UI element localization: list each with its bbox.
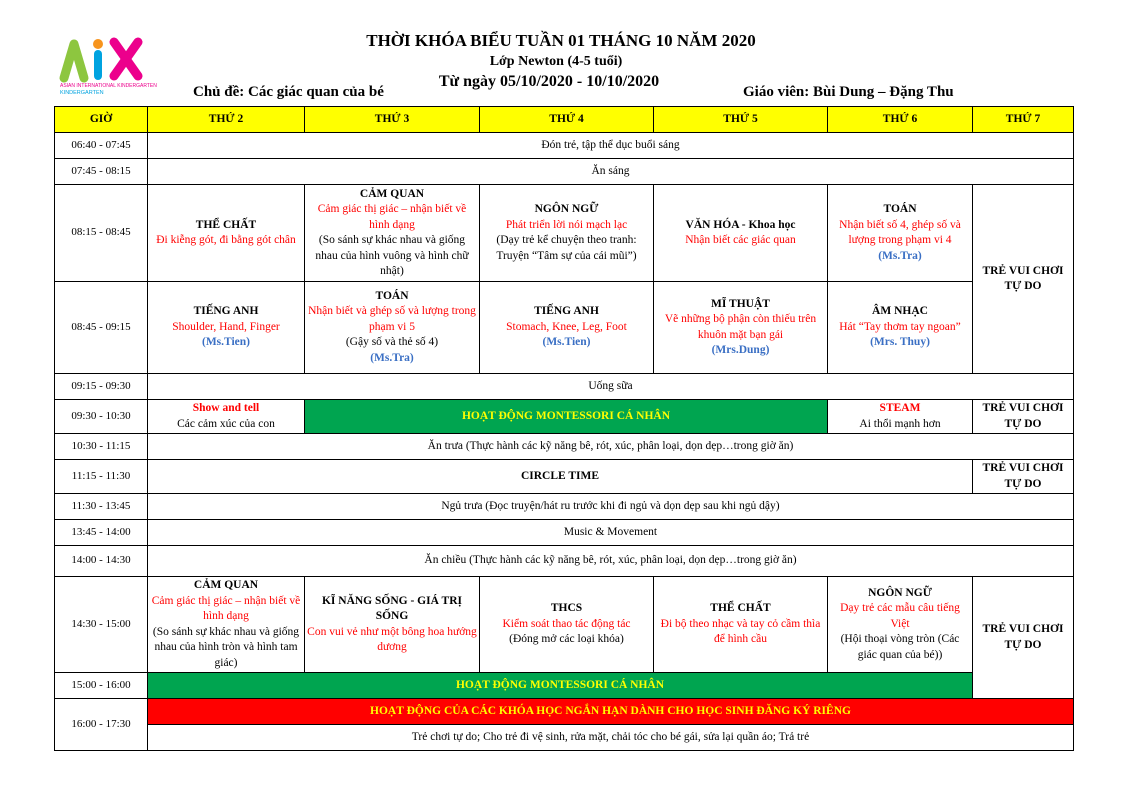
lesson-teacher: (Ms.Tien) xyxy=(542,336,591,349)
time-cell: 11:15 - 11:30 xyxy=(55,460,148,494)
music-cell: Music & Movement xyxy=(148,520,1074,546)
lesson-detail: Dạy trẻ các mẫu câu tiếng Việt xyxy=(840,602,960,630)
time-cell: 14:30 - 15:00 xyxy=(55,577,148,673)
lesson-subject: TIẾNG ANH xyxy=(534,305,599,318)
schedule-table xyxy=(54,106,1074,751)
teacher-label: Giáo viên: Bùi Dung – Đặng Thu xyxy=(743,84,954,100)
lesson-detail: Hát “Tay thơm tay ngoan” xyxy=(839,320,961,333)
lesson-note: (Đóng mở các loại khóa) xyxy=(509,633,624,646)
departure-cell: Trẻ chơi tự do; Cho trẻ đi vệ sinh, rửa mặt, chải tóc cho bé gái, sửa lại quần áo; Trả trẻ xyxy=(148,725,1074,751)
lesson-detail: Con vui vẻ như một bông hoa hướng dương xyxy=(307,625,477,653)
lesson-subject: CẢM QUAN xyxy=(359,187,425,200)
table-row xyxy=(55,159,1074,185)
lesson-detail: Kiểm soát thao tác động tác xyxy=(502,617,631,630)
table-row xyxy=(55,185,1074,282)
lesson-subject: THỂ CHẤT xyxy=(710,602,771,615)
circle-time-cell: CIRCLE TIME xyxy=(148,460,973,494)
lesson-cell xyxy=(828,185,973,282)
logo-subtext: ASIAN INTERNATIONAL KINDERGARTEN xyxy=(60,83,157,89)
lesson-cell xyxy=(654,185,828,282)
table-row xyxy=(55,374,1074,400)
date-range: Từ ngày 05/10/2020 - 10/10/2020 xyxy=(438,73,660,90)
table-row xyxy=(55,673,1074,699)
lesson-detail: Phát triển lời nói mạch lạc xyxy=(505,218,628,231)
nap-cell: Ngủ trưa (Đọc truyện/hát ru trước khi đi ngủ và dọn dẹp sau khi ngủ dậy) xyxy=(148,494,1074,520)
time-cell: 11:30 - 13:45 xyxy=(55,494,148,520)
time-cell: 15:00 - 16:00 xyxy=(55,673,148,699)
time-cell: 07:45 - 08:15 xyxy=(55,159,148,185)
lesson-subject: ÂM NHẠC xyxy=(872,305,928,318)
lesson-cell xyxy=(480,185,654,282)
milk-cell: Uống sữa xyxy=(148,374,1074,400)
lesson-detail: Cảm giác thị giác – nhận biết về hình dạng xyxy=(151,594,301,622)
lesson-detail: Nhận biết số 4, ghép số và lượng trong phạm vi 4 xyxy=(839,218,961,246)
lesson-cell xyxy=(480,282,654,374)
lunch-cell: Ăn trưa (Thực hành các kỹ năng bê, rót, xúc, phân loại, dọn dẹp…trong giờ ăn) xyxy=(148,434,1074,460)
lesson-subject: TOÁN xyxy=(883,203,917,215)
table-row xyxy=(55,699,1074,725)
table-row xyxy=(55,282,1074,374)
lesson-subject: VĂN HÓA - Khoa học xyxy=(685,218,796,231)
lesson-note: (So sánh sự khác nhau và giống nhau của hình tròn và hình tam giác) xyxy=(152,625,300,669)
show-and-tell-cell xyxy=(148,400,305,434)
time-cell: 13:45 - 14:00 xyxy=(55,520,148,546)
activity-detail: Các cảm xúc của con xyxy=(177,417,275,430)
lesson-subject: CẢM QUAN xyxy=(193,579,259,591)
table-row xyxy=(55,546,1074,577)
table-row xyxy=(55,725,1074,751)
lesson-detail: Đi kiễng gót, đi bằng gót chân xyxy=(156,234,296,246)
lesson-detail: Vẽ những bộ phận còn thiếu trên khuôn mặt bạn gái xyxy=(664,313,817,341)
lesson-cell xyxy=(828,282,973,374)
lesson-subject: THỂ CHẤT xyxy=(195,218,257,231)
snack-cell: Ăn chiều (Thực hành các kỹ năng bê, rót, xúc, phân loại, dọn dẹp…trong giờ ăn) xyxy=(148,546,1074,577)
lesson-subject: THCS xyxy=(550,602,583,615)
col-saturday: THỨ 7 xyxy=(973,107,1074,133)
lesson-teacher: (Ms.Tien) xyxy=(201,336,251,349)
lesson-subject: NGÔN NGỮ xyxy=(868,586,932,599)
arrival-cell: Đón trẻ, tập thể dục buổi sáng xyxy=(148,133,1074,159)
lesson-cell xyxy=(305,282,480,374)
lesson-cell xyxy=(828,577,973,673)
table-row xyxy=(55,520,1074,546)
col-monday: THỨ 2 xyxy=(148,107,305,133)
lesson-cell xyxy=(148,185,305,282)
table-row xyxy=(55,133,1074,159)
lesson-teacher: (Mrs. Thuy) xyxy=(870,336,930,349)
lesson-detail: Stomach, Knee, Leg, Foot xyxy=(506,320,627,333)
lesson-subject: NGÔN NGỮ xyxy=(534,203,599,215)
lesson-teacher: (Ms.Tra) xyxy=(370,351,414,364)
time-cell: 10:30 - 11:15 xyxy=(55,434,148,460)
col-friday: THỨ 6 xyxy=(828,107,973,133)
lesson-cell xyxy=(305,577,480,673)
lesson-teacher: (Mrs.Dung) xyxy=(711,344,770,356)
lesson-note: (Gậy số và thẻ số 4) xyxy=(345,336,439,349)
svg-text:KINDERGARTEN: KINDERGARTEN xyxy=(60,90,104,96)
short-course-cell: HOẠT ĐỘNG CỦA CÁC KHÓA HỌC NGẮN HẠN DÀNH CHO HỌC SINH ĐĂNG KÝ RIÊNG xyxy=(148,699,1074,725)
activity-detail: Ai thổi mạnh hơn xyxy=(859,417,941,430)
activity-title: STEAM xyxy=(879,402,921,414)
lesson-cell xyxy=(305,185,480,282)
topic-label: Chủ đề: Các giác quan của bé xyxy=(193,84,384,100)
class-name: Lớp Newton (4-5 tuổi) xyxy=(489,54,623,69)
table-row xyxy=(55,494,1074,520)
table-row xyxy=(55,434,1074,460)
lesson-cell xyxy=(654,282,828,374)
time-cell: 09:15 - 09:30 xyxy=(55,374,148,400)
free-play-cell: TRẺ VUI CHƠI TỰ DO xyxy=(973,400,1074,434)
lesson-detail: Shoulder, Hand, Finger xyxy=(172,320,280,333)
time-cell: 09:30 - 10:30 xyxy=(55,400,148,434)
lesson-note: (Hội thoại vòng tròn (Các giác quan của bé)) xyxy=(840,633,960,661)
time-cell: 14:00 - 14:30 xyxy=(55,546,148,577)
time-cell: 08:45 - 09:15 xyxy=(55,282,148,374)
free-play-cell: TRẺ VUI CHƠI TỰ DO xyxy=(973,185,1074,374)
lesson-subject: MĨ THUẬT xyxy=(711,297,770,310)
lesson-detail: Nhận biết và ghép số và lượng trong phạm vi 5 xyxy=(308,305,476,333)
col-thursday: THỨ 5 xyxy=(654,107,828,133)
breakfast-cell: Ăn sáng xyxy=(148,159,1074,185)
time-cell: 08:15 - 08:45 xyxy=(55,185,148,282)
col-tuesday: THỨ 3 xyxy=(305,107,480,133)
table-row xyxy=(55,400,1074,434)
time-cell: 06:40 - 07:45 xyxy=(55,133,148,159)
lesson-teacher: (Ms.Tra) xyxy=(878,249,922,262)
header-row xyxy=(55,107,1074,133)
lesson-detail: Đi bộ theo nhạc và tay cỏ cầm thìa để hình cầu xyxy=(660,617,821,646)
lesson-cell xyxy=(148,577,305,673)
time-cell: 16:00 - 17:30 xyxy=(55,699,148,751)
table-row xyxy=(55,577,1074,673)
lesson-cell xyxy=(654,577,828,673)
montessori-cell: HOẠT ĐỘNG MONTESSORI CÁ NHÂN xyxy=(305,400,828,434)
lesson-subject: TIẾNG ANH xyxy=(193,305,259,318)
lesson-note: (Dạy trẻ kể chuyện theo tranh: Truyện “Tâm sự của cái mũi”) xyxy=(496,234,637,262)
free-play-cell: TRẺ VUI CHƠI TỰ DO xyxy=(973,577,1074,699)
col-wednesday: THỨ 4 xyxy=(480,107,654,133)
col-time: GIỜ xyxy=(55,107,148,133)
free-play-cell: TRẺ VUI CHƠI TỰ DO xyxy=(973,460,1074,494)
lesson-cell xyxy=(480,577,654,673)
lesson-note: (So sánh sự khác nhau và giống nhau của hình vuông và hình chữ nhật) xyxy=(315,234,469,277)
lesson-detail: Cảm giác thị giác – nhận biết về hình dạng xyxy=(317,203,467,231)
lesson-cell xyxy=(148,282,305,374)
lesson-subject: TOÁN xyxy=(375,289,409,302)
lesson-detail: Nhận biết các giác quan xyxy=(685,234,796,246)
schedule-title: THỜI KHÓA BIỂU TUẦN 01 THÁNG 10 NĂM 2020 xyxy=(366,31,756,50)
steam-cell xyxy=(828,400,973,434)
activity-title: Show and tell xyxy=(192,402,260,414)
table-row xyxy=(55,460,1074,494)
montessori-cell: HOẠT ĐỘNG MONTESSORI CÁ NHÂN xyxy=(148,673,973,699)
lesson-subject: KĨ NĂNG SỐNG - GIÁ TRỊ SỐNG xyxy=(321,594,463,622)
